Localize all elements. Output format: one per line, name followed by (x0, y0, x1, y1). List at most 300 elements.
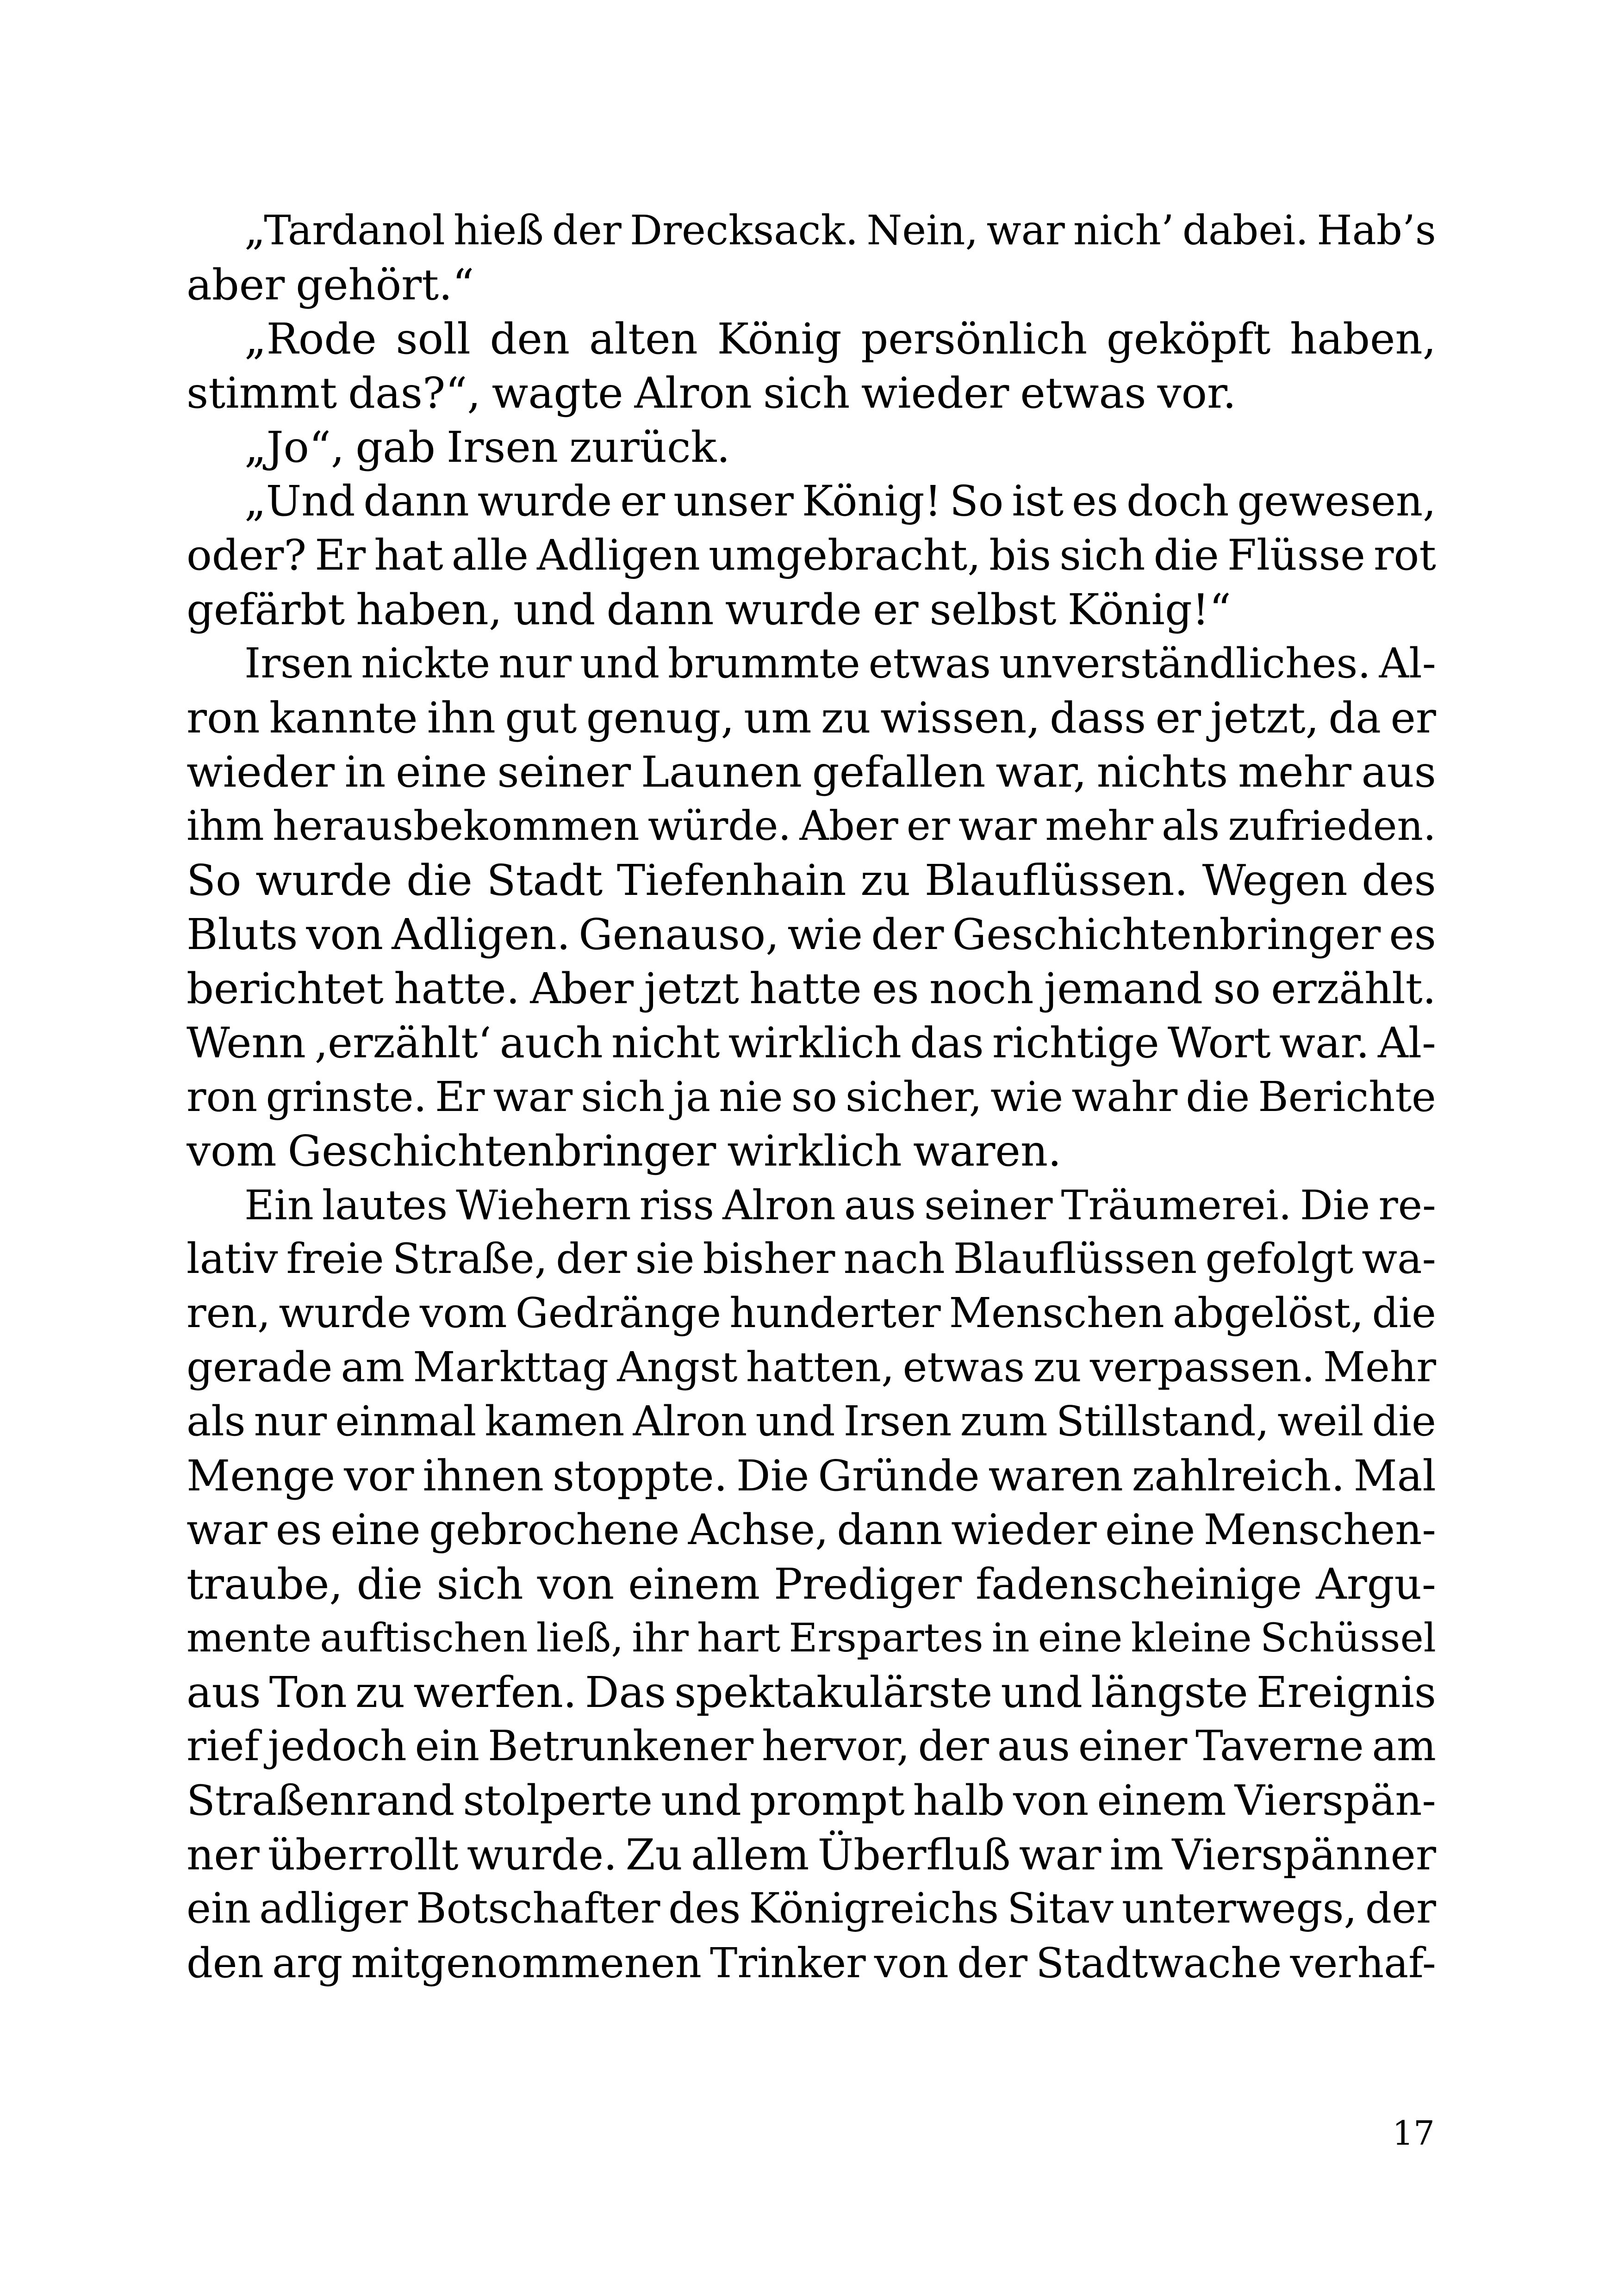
text-line-words (187, 583, 1436, 637)
word: stimmt (187, 368, 337, 418)
word: war (1019, 1830, 1101, 1880)
text-line (187, 1936, 1436, 1990)
word: Angst (617, 1343, 738, 1391)
word: adliger (259, 1885, 408, 1933)
word: Menschen- (1203, 1506, 1436, 1554)
word: soll (396, 314, 471, 364)
word: etwas (868, 639, 991, 688)
word: Ereignis (1256, 1668, 1436, 1717)
word: bisher (703, 1235, 835, 1283)
text-line (187, 1232, 1436, 1286)
text-line-words (187, 1611, 1436, 1665)
word: kleine (1131, 1615, 1252, 1661)
word: rot (1374, 531, 1436, 580)
word: als (1161, 802, 1220, 850)
word: nach (843, 1235, 945, 1283)
word: mente (187, 1615, 312, 1661)
word: Blauflüssen (953, 1235, 1197, 1283)
word: hart (697, 1615, 781, 1661)
word: am (341, 1343, 405, 1391)
word: und (1001, 1668, 1083, 1717)
word: waren. (913, 1126, 1062, 1176)
word: des (1362, 856, 1436, 905)
text-line-words (187, 1232, 1436, 1286)
word: eine (1038, 1615, 1123, 1661)
word: Gründe (818, 1451, 980, 1501)
text-line-words (187, 1828, 1436, 1882)
word: war (986, 207, 1065, 254)
text-line-words (187, 691, 1436, 745)
word: Vierspän- (1234, 1776, 1436, 1825)
text-line-words (187, 1449, 1436, 1503)
word: nur (498, 639, 572, 688)
word: einer (1078, 1722, 1188, 1770)
word: gut (505, 693, 577, 743)
word: seiner (497, 747, 631, 797)
word: zurück. (569, 422, 730, 472)
word: So (949, 477, 1004, 526)
word: Straßenrand (187, 1776, 455, 1825)
word: er (906, 802, 950, 850)
word: ein (415, 1722, 480, 1770)
word: werfen. (413, 1668, 577, 1717)
word: in (344, 747, 386, 797)
word: traube, (187, 1559, 343, 1609)
word: kannte (269, 693, 418, 743)
word: den (490, 314, 570, 364)
word: Prediger (774, 1559, 962, 1609)
text-line (187, 637, 1436, 691)
text-line (187, 1286, 1436, 1340)
text-line (187, 1124, 1436, 1178)
word: Königreichs (749, 1885, 999, 1933)
word: die (1186, 1073, 1250, 1121)
word: am (1372, 1722, 1436, 1770)
word: wirklich (727, 1126, 902, 1176)
word: jedoch (268, 1722, 407, 1770)
text-line (187, 1882, 1436, 1936)
word: nich’ (1073, 207, 1174, 254)
text-line-words (187, 1557, 1436, 1611)
word: hieß (453, 207, 544, 254)
word: nie (719, 1073, 783, 1121)
word: zum (960, 1397, 1048, 1446)
word: stoppte. (552, 1451, 728, 1501)
text-line (187, 312, 1436, 366)
word: er (620, 477, 666, 526)
text-line (187, 1611, 1436, 1665)
word: Irsen (446, 422, 559, 472)
text-line (187, 1719, 1436, 1774)
word: wurde (279, 1289, 411, 1337)
word: so (1213, 964, 1261, 1013)
word: Geschichtenbringer (952, 910, 1381, 959)
word: „Tardanol (244, 207, 445, 254)
word: So (187, 856, 242, 905)
text-line-words (187, 1936, 1436, 1990)
word: dann (363, 477, 469, 526)
word: noch (929, 964, 1034, 1013)
word: wie (787, 910, 863, 959)
text-line-words (187, 258, 1436, 312)
word: der (552, 207, 622, 254)
word: dann (606, 585, 714, 634)
word: ‚erzählt‘ (314, 1018, 492, 1067)
word: ner (187, 1830, 260, 1880)
word: etwas (1020, 368, 1146, 418)
text-line-words (187, 745, 1436, 799)
word: Berichte (1258, 1073, 1436, 1121)
word: Drecksack. (629, 207, 859, 254)
text-line-words (244, 474, 1436, 528)
word: Aber (799, 802, 898, 850)
text-line (187, 962, 1436, 1016)
word: Achse, (688, 1506, 828, 1554)
word: gab (355, 422, 436, 472)
word: berichtet (187, 964, 384, 1013)
word: ihr (632, 1615, 689, 1661)
word: er (873, 585, 919, 634)
word: es (1389, 910, 1436, 959)
word: Flüsse (1227, 531, 1366, 580)
word: hatten, (746, 1343, 895, 1391)
word: Taverne (1195, 1722, 1364, 1770)
word: riss (639, 1181, 715, 1229)
text-line (187, 1557, 1436, 1611)
word: Schüssel (1260, 1615, 1436, 1661)
word: alten (589, 314, 698, 364)
word: wissen, (880, 693, 1040, 743)
word: die (1372, 1289, 1436, 1337)
word: „Rode (244, 314, 377, 364)
word: der (871, 910, 944, 959)
text-line-words (187, 1340, 1436, 1395)
word: König (717, 314, 842, 364)
word: den (187, 1939, 264, 1987)
text-line-words (187, 853, 1436, 907)
word: mehr (1238, 747, 1351, 797)
word: wieder (187, 747, 335, 797)
text-line-words (187, 528, 1436, 583)
word: es (872, 964, 919, 1013)
text-line-words (187, 1503, 1436, 1557)
word: gefärbt (187, 585, 345, 634)
word: halb (913, 1776, 1005, 1825)
word: Träumerei. (1061, 1181, 1292, 1229)
word: bis (989, 531, 1052, 580)
word: verhaf- (1290, 1939, 1436, 1987)
text-line-words (187, 366, 1436, 420)
text-line (187, 1449, 1436, 1503)
word: unser (673, 477, 794, 526)
word: sich (1059, 531, 1145, 580)
text-line-words (187, 1665, 1436, 1719)
word: wurde. (467, 1830, 617, 1880)
word: die (406, 856, 473, 905)
word: nur (254, 1397, 327, 1446)
page-number: 17 (1392, 2114, 1435, 2153)
word: gebrochene (429, 1506, 680, 1554)
word: Sitav (1007, 1885, 1114, 1933)
word: haben, (1290, 314, 1436, 364)
word: der (556, 1235, 627, 1283)
word: abgelöst, (1172, 1289, 1364, 1337)
word: jetzt (644, 964, 739, 1013)
word: Überfluß (817, 1830, 1011, 1880)
text-line-words (244, 204, 1436, 258)
word: die (1372, 1397, 1436, 1446)
body-text (187, 204, 1436, 1990)
text-line (187, 1178, 1436, 1232)
text-line-words (244, 420, 1436, 474)
word: richtige (992, 1018, 1159, 1067)
word: ren, (187, 1289, 271, 1337)
word: Adligen. (392, 910, 571, 959)
word: wahr (1071, 1073, 1178, 1121)
text-line (187, 258, 1436, 312)
word: das (910, 1018, 984, 1067)
word: die (1153, 531, 1219, 580)
word: „Jo“, (244, 422, 345, 472)
word: Al- (1379, 639, 1436, 688)
word: um (744, 693, 812, 743)
word: gehört.“ (296, 260, 474, 310)
word: spektakulärste (674, 1668, 993, 1717)
word: hatte (749, 964, 862, 1013)
word: einmal (335, 1397, 477, 1446)
word: Trinker (710, 1939, 866, 1987)
text-line (187, 528, 1436, 583)
word: Das (585, 1668, 666, 1717)
word: es (275, 1506, 322, 1554)
word: doch (1126, 477, 1229, 526)
text-line (187, 1395, 1436, 1449)
word: Straße, (392, 1235, 548, 1283)
word: stolperte (463, 1776, 653, 1825)
word: Irsen (244, 639, 353, 688)
word: der (918, 1722, 989, 1770)
word: sich (763, 368, 850, 418)
word: er (1155, 693, 1201, 743)
word: haben, (356, 585, 503, 634)
word: gerade (187, 1343, 333, 1391)
word: selbst (929, 585, 1057, 634)
word: aus (1361, 747, 1436, 797)
word: Alron (634, 368, 753, 418)
word: fadenscheinige (975, 1559, 1302, 1609)
word: rief (187, 1722, 260, 1770)
word: Adligen (537, 531, 700, 580)
word: wie (990, 1073, 1064, 1121)
word: aber (187, 260, 285, 310)
word: dann (837, 1506, 943, 1554)
word: von (1013, 1776, 1089, 1825)
text-line (187, 1016, 1436, 1070)
word: vom (187, 1126, 277, 1176)
word: gewesen, (1237, 477, 1436, 526)
word: sie (635, 1235, 695, 1283)
word: grinste. (266, 1073, 427, 1121)
text-line-words (187, 1070, 1436, 1124)
word: war. (1279, 1018, 1369, 1067)
word: überrollt (268, 1830, 459, 1880)
word: prompt (749, 1776, 905, 1825)
word: wirklich (728, 1018, 902, 1067)
word: in (991, 1615, 1030, 1661)
word: sich (581, 1073, 665, 1121)
word: ron (187, 1073, 258, 1121)
word: Wenn (187, 1018, 306, 1067)
word: Die (736, 1451, 809, 1501)
word: waren (988, 1451, 1123, 1501)
word: gefallen (812, 747, 986, 797)
word: von (306, 910, 384, 959)
word: verpassen. (1089, 1343, 1315, 1391)
word: ist (1012, 477, 1064, 526)
word: Argu- (1316, 1559, 1436, 1609)
word: Alron (722, 1181, 836, 1229)
word: Menschen (949, 1289, 1164, 1337)
word: Mehr (1323, 1343, 1436, 1391)
word: es (1072, 477, 1119, 526)
text-line (187, 1665, 1436, 1719)
text-line (187, 1828, 1436, 1882)
text-line-words (187, 907, 1436, 962)
word: der (957, 1939, 1027, 1987)
word: genug, (586, 693, 734, 743)
word: ließ, (536, 1615, 624, 1661)
word: nicht (611, 1018, 720, 1067)
word: Alron (633, 1397, 747, 1446)
text-line (187, 1774, 1436, 1828)
word: König!“ (1067, 585, 1231, 634)
word: unterwegs, (1121, 1885, 1357, 1933)
text-line-words (244, 1178, 1436, 1232)
word: Stadtwache (1036, 1939, 1282, 1987)
word: von (874, 1939, 949, 1987)
word: einem (1097, 1776, 1226, 1825)
word: zahlreich. (1132, 1451, 1345, 1501)
word: vom (419, 1289, 507, 1337)
word: geköpft (1106, 314, 1271, 364)
word: Nein, (866, 207, 978, 254)
word: vor (344, 1451, 414, 1501)
word: sicher, (846, 1073, 982, 1121)
word: Mal (1353, 1451, 1436, 1501)
word: weil (1277, 1397, 1364, 1446)
word: und (660, 1776, 741, 1825)
word: Launen (641, 747, 802, 797)
word: oder? (187, 531, 307, 580)
word: da (1328, 693, 1382, 743)
text-line (187, 1070, 1436, 1124)
word: so (791, 1073, 837, 1121)
word: das?“, (348, 368, 481, 418)
word: allem (691, 1830, 809, 1880)
word: wurde (725, 585, 862, 634)
text-line (187, 907, 1436, 962)
word: Blauflüssen. (924, 856, 1188, 905)
word: sich (436, 1559, 523, 1609)
word: zu (821, 693, 871, 743)
word: lautes (322, 1181, 448, 1229)
word: aus (997, 1722, 1070, 1770)
word: mehr (1045, 802, 1153, 850)
word: Er (315, 531, 366, 580)
word: vor. (1157, 368, 1237, 418)
word: des (668, 1885, 741, 1933)
word: arg (272, 1939, 343, 1987)
word: Wiehern (456, 1181, 631, 1229)
word: Die (1300, 1181, 1370, 1229)
word: gefolgt (1205, 1235, 1354, 1283)
word: zu (355, 1668, 405, 1717)
word: eine (396, 747, 487, 797)
text-line-words (244, 637, 1436, 691)
word: Ein (244, 1181, 314, 1229)
word: und (755, 1397, 835, 1446)
word: Stillstand, (1056, 1397, 1270, 1446)
word: würde. (647, 802, 791, 850)
word: war, (996, 747, 1087, 797)
word: Ton (269, 1668, 347, 1717)
word: Aber (530, 964, 634, 1013)
word: wa- (1362, 1235, 1436, 1283)
word: aus (187, 1668, 261, 1717)
text-line-words (187, 799, 1436, 853)
text-line (187, 1503, 1436, 1557)
word: kamen (485, 1397, 625, 1446)
word: Hab’s (1317, 207, 1436, 254)
word: unverständliches. (999, 639, 1371, 688)
word: längste (1091, 1668, 1248, 1717)
word: hatte. (394, 964, 520, 1013)
word: ihn (427, 693, 496, 743)
word: hunderter (729, 1289, 941, 1337)
word: Erspartes (789, 1615, 983, 1661)
text-line-words (187, 1286, 1436, 1340)
word: Bluts (187, 910, 298, 959)
word: war (187, 1506, 268, 1554)
word: eine (330, 1506, 421, 1554)
word: eine (1105, 1506, 1195, 1554)
word: nickte (361, 639, 491, 688)
word: dabei. (1182, 207, 1309, 254)
word: etwas (902, 1343, 1025, 1391)
word: re- (1378, 1181, 1436, 1229)
word: umgebracht, (708, 531, 981, 580)
word: Genauso, (579, 910, 779, 959)
word: jetzt, (1210, 693, 1319, 743)
word: aus (844, 1181, 916, 1229)
word: der (1365, 1885, 1436, 1933)
word: dass (1049, 693, 1146, 743)
word: zu (860, 856, 911, 905)
text-line-words (187, 1395, 1436, 1449)
word: Botschafter (416, 1885, 660, 1933)
word: Er (435, 1073, 485, 1121)
text-line (187, 691, 1436, 745)
word: Irsen (843, 1397, 952, 1446)
word: auftischen (320, 1615, 528, 1661)
text-line (187, 204, 1436, 258)
word: „Und (244, 477, 355, 526)
word: hat (374, 531, 443, 580)
word: herausbekommen (272, 802, 640, 850)
word: ihnen (423, 1451, 544, 1501)
word: brummte (668, 639, 860, 688)
word: wurde (477, 477, 612, 526)
